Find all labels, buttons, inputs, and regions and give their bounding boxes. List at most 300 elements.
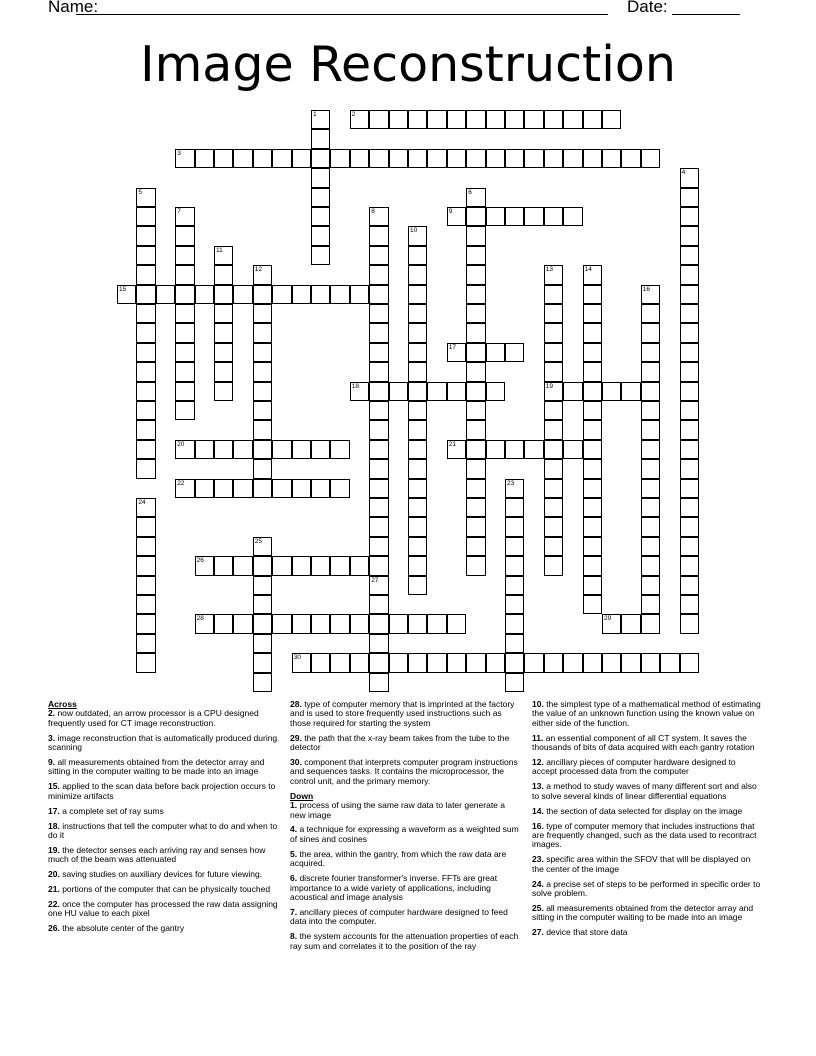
grid-cell[interactable] [175, 362, 194, 381]
grid-cell[interactable] [272, 614, 291, 633]
grid-cell[interactable] [641, 343, 660, 362]
grid-cell[interactable] [214, 265, 233, 284]
grid-cell[interactable] [408, 479, 427, 498]
grid-cell[interactable] [253, 149, 272, 168]
grid-cell[interactable] [369, 401, 388, 420]
grid-cell[interactable] [563, 440, 582, 459]
grid-cell[interactable] [292, 285, 311, 304]
grid-cell[interactable] [621, 614, 640, 633]
grid-cell[interactable] [136, 556, 155, 575]
grid-cell[interactable] [641, 149, 660, 168]
grid-cell[interactable] [466, 362, 485, 381]
grid-cell[interactable] [253, 479, 272, 498]
grid-cell[interactable] [214, 246, 233, 265]
grid-cell[interactable] [427, 614, 446, 633]
grid-cell[interactable] [292, 556, 311, 575]
grid-cell[interactable] [175, 265, 194, 284]
grid-cell[interactable] [369, 595, 388, 614]
grid-cell[interactable] [253, 420, 272, 439]
grid-cell[interactable] [369, 614, 388, 633]
grid-cell[interactable] [466, 285, 485, 304]
grid-cell[interactable] [233, 479, 252, 498]
grid-cell[interactable] [369, 576, 388, 595]
grid-cell[interactable] [408, 556, 427, 575]
grid-cell[interactable] [544, 556, 563, 575]
grid-cell[interactable] [505, 537, 524, 556]
grid-cell[interactable] [253, 556, 272, 575]
grid-cell[interactable] [330, 440, 349, 459]
grid-cell[interactable] [524, 653, 543, 672]
grid-cell[interactable] [136, 498, 155, 517]
grid-cell[interactable] [466, 382, 485, 401]
grid-cell[interactable] [544, 517, 563, 536]
grid-cell[interactable] [680, 207, 699, 226]
grid-cell[interactable] [408, 420, 427, 439]
grid-cell[interactable] [369, 537, 388, 556]
grid-cell[interactable] [408, 653, 427, 672]
grid-cell[interactable] [311, 149, 330, 168]
grid-cell[interactable] [466, 653, 485, 672]
grid-cell[interactable] [563, 149, 582, 168]
grid-cell[interactable] [195, 556, 214, 575]
grid-cell[interactable] [311, 246, 330, 265]
grid-cell[interactable] [447, 110, 466, 129]
grid-cell[interactable] [136, 382, 155, 401]
grid-cell[interactable] [583, 420, 602, 439]
grid-cell[interactable] [505, 498, 524, 517]
grid-cell[interactable] [680, 556, 699, 575]
grid-cell[interactable] [602, 382, 621, 401]
grid-cell[interactable] [389, 149, 408, 168]
grid-cell[interactable] [680, 188, 699, 207]
grid-cell[interactable] [233, 149, 252, 168]
grid-cell[interactable] [369, 285, 388, 304]
grid-cell[interactable] [466, 226, 485, 245]
grid-cell[interactable] [408, 440, 427, 459]
grid-cell[interactable] [641, 440, 660, 459]
grid-cell[interactable] [369, 517, 388, 536]
grid-cell[interactable] [253, 304, 272, 323]
grid-cell[interactable] [408, 614, 427, 633]
grid-cell[interactable] [136, 614, 155, 633]
grid-cell[interactable] [253, 634, 272, 653]
grid-cell[interactable] [680, 323, 699, 342]
grid-cell[interactable] [136, 537, 155, 556]
grid-cell[interactable] [680, 420, 699, 439]
grid-cell[interactable] [466, 265, 485, 284]
grid-cell[interactable] [136, 226, 155, 245]
grid-cell[interactable] [680, 653, 699, 672]
grid-cell[interactable] [544, 149, 563, 168]
grid-cell[interactable] [466, 459, 485, 478]
grid-cell[interactable] [447, 614, 466, 633]
grid-cell[interactable] [563, 110, 582, 129]
grid-cell[interactable] [195, 440, 214, 459]
grid-cell[interactable] [389, 110, 408, 129]
grid-cell[interactable] [330, 653, 349, 672]
grid-cell[interactable] [466, 517, 485, 536]
grid-cell[interactable] [389, 382, 408, 401]
grid-cell[interactable] [311, 207, 330, 226]
grid-cell[interactable] [466, 304, 485, 323]
grid-cell[interactable] [272, 285, 291, 304]
grid-cell[interactable] [136, 634, 155, 653]
grid-cell[interactable] [447, 440, 466, 459]
grid-cell[interactable] [680, 265, 699, 284]
grid-cell[interactable] [136, 285, 155, 304]
grid-cell[interactable] [175, 401, 194, 420]
grid-cell[interactable] [505, 479, 524, 498]
grid-cell[interactable] [408, 498, 427, 517]
grid-cell[interactable] [583, 362, 602, 381]
grid-cell[interactable] [272, 479, 291, 498]
grid-cell[interactable] [253, 595, 272, 614]
grid-cell[interactable] [583, 556, 602, 575]
grid-cell[interactable] [544, 362, 563, 381]
grid-cell[interactable] [369, 556, 388, 575]
grid-cell[interactable] [253, 653, 272, 672]
grid-cell[interactable] [680, 343, 699, 362]
grid-cell[interactable] [136, 343, 155, 362]
grid-cell[interactable] [214, 382, 233, 401]
grid-cell[interactable] [350, 653, 369, 672]
grid-cell[interactable] [369, 323, 388, 342]
grid-cell[interactable] [524, 110, 543, 129]
grid-cell[interactable] [486, 440, 505, 459]
grid-cell[interactable] [408, 110, 427, 129]
grid-cell[interactable] [583, 459, 602, 478]
grid-cell[interactable] [486, 149, 505, 168]
grid-cell[interactable] [175, 304, 194, 323]
grid-cell[interactable] [408, 246, 427, 265]
grid-cell[interactable] [641, 401, 660, 420]
grid-cell[interactable] [544, 459, 563, 478]
grid-cell[interactable] [505, 440, 524, 459]
grid-cell[interactable] [311, 226, 330, 245]
grid-cell[interactable] [680, 595, 699, 614]
grid-cell[interactable] [369, 479, 388, 498]
grid-cell[interactable] [369, 673, 388, 692]
grid-cell[interactable] [408, 576, 427, 595]
grid-cell[interactable] [466, 420, 485, 439]
grid-cell[interactable] [369, 382, 388, 401]
grid-cell[interactable] [175, 382, 194, 401]
grid-cell[interactable] [311, 110, 330, 129]
grid-cell[interactable] [641, 285, 660, 304]
grid-cell[interactable] [505, 673, 524, 692]
grid-cell[interactable] [583, 382, 602, 401]
grid-cell[interactable] [311, 556, 330, 575]
grid-cell[interactable] [563, 207, 582, 226]
grid-cell[interactable] [175, 343, 194, 362]
grid-cell[interactable] [505, 595, 524, 614]
grid-cell[interactable] [583, 149, 602, 168]
grid-cell[interactable] [136, 188, 155, 207]
grid-cell[interactable] [563, 653, 582, 672]
grid-cell[interactable] [466, 440, 485, 459]
grid-cell[interactable] [583, 653, 602, 672]
grid-cell[interactable] [272, 149, 291, 168]
grid-cell[interactable] [369, 440, 388, 459]
grid-cell[interactable] [583, 401, 602, 420]
grid-cell[interactable] [544, 382, 563, 401]
grid-cell[interactable] [583, 285, 602, 304]
grid-cell[interactable] [408, 343, 427, 362]
grid-cell[interactable] [195, 614, 214, 633]
grid-cell[interactable] [583, 479, 602, 498]
grid-cell[interactable] [660, 653, 679, 672]
grid-cell[interactable] [253, 382, 272, 401]
grid-cell[interactable] [602, 149, 621, 168]
grid-cell[interactable] [175, 285, 194, 304]
grid-cell[interactable] [330, 479, 349, 498]
grid-cell[interactable] [680, 401, 699, 420]
grid-cell[interactable] [214, 556, 233, 575]
grid-cell[interactable] [408, 537, 427, 556]
grid-cell[interactable] [427, 382, 446, 401]
grid-cell[interactable] [505, 653, 524, 672]
grid-cell[interactable] [680, 304, 699, 323]
grid-cell[interactable] [524, 149, 543, 168]
grid-cell[interactable] [524, 207, 543, 226]
grid-cell[interactable] [583, 440, 602, 459]
grid-cell[interactable] [330, 556, 349, 575]
grid-cell[interactable] [214, 343, 233, 362]
grid-cell[interactable] [621, 653, 640, 672]
grid-cell[interactable] [311, 479, 330, 498]
grid-cell[interactable] [544, 343, 563, 362]
grid-cell[interactable] [680, 517, 699, 536]
grid-cell[interactable] [680, 362, 699, 381]
grid-cell[interactable] [583, 265, 602, 284]
grid-cell[interactable] [311, 168, 330, 187]
grid-cell[interactable] [544, 304, 563, 323]
grid-cell[interactable] [214, 323, 233, 342]
grid-cell[interactable] [175, 479, 194, 498]
grid-cell[interactable] [447, 653, 466, 672]
grid-cell[interactable] [544, 440, 563, 459]
grid-cell[interactable] [311, 614, 330, 633]
grid-cell[interactable] [136, 420, 155, 439]
grid-cell[interactable] [369, 246, 388, 265]
grid-cell[interactable] [311, 440, 330, 459]
grid-cell[interactable] [408, 517, 427, 536]
grid-cell[interactable] [583, 343, 602, 362]
grid-cell[interactable] [233, 285, 252, 304]
grid-cell[interactable] [680, 498, 699, 517]
grid-cell[interactable] [466, 498, 485, 517]
grid-cell[interactable] [621, 149, 640, 168]
grid-cell[interactable] [253, 537, 272, 556]
grid-cell[interactable] [641, 362, 660, 381]
grid-cell[interactable] [272, 556, 291, 575]
grid-cell[interactable] [175, 323, 194, 342]
grid-cell[interactable] [408, 304, 427, 323]
grid-cell[interactable] [641, 576, 660, 595]
grid-cell[interactable] [369, 653, 388, 672]
grid-cell[interactable] [253, 362, 272, 381]
grid-cell[interactable] [253, 440, 272, 459]
grid-cell[interactable] [583, 323, 602, 342]
grid-cell[interactable] [408, 323, 427, 342]
grid-cell[interactable] [369, 149, 388, 168]
grid-cell[interactable] [292, 614, 311, 633]
grid-cell[interactable] [389, 614, 408, 633]
grid-cell[interactable] [505, 207, 524, 226]
grid-cell[interactable] [136, 653, 155, 672]
grid-cell[interactable] [505, 614, 524, 633]
grid-cell[interactable] [214, 362, 233, 381]
grid-cell[interactable] [505, 634, 524, 653]
grid-cell[interactable] [408, 285, 427, 304]
grid-cell[interactable] [447, 149, 466, 168]
grid-cell[interactable] [292, 440, 311, 459]
grid-cell[interactable] [369, 498, 388, 517]
grid-cell[interactable] [544, 653, 563, 672]
grid-cell[interactable] [369, 343, 388, 362]
grid-cell[interactable] [544, 401, 563, 420]
grid-cell[interactable] [544, 537, 563, 556]
grid-cell[interactable] [214, 614, 233, 633]
grid-cell[interactable] [680, 246, 699, 265]
grid-cell[interactable] [486, 382, 505, 401]
grid-cell[interactable] [408, 265, 427, 284]
grid-cell[interactable] [214, 440, 233, 459]
grid-cell[interactable] [602, 110, 621, 129]
grid-cell[interactable] [253, 401, 272, 420]
grid-cell[interactable] [408, 226, 427, 245]
grid-cell[interactable] [466, 401, 485, 420]
grid-cell[interactable] [680, 440, 699, 459]
grid-cell[interactable] [427, 653, 446, 672]
grid-cell[interactable] [214, 285, 233, 304]
grid-cell[interactable] [292, 149, 311, 168]
grid-cell[interactable] [272, 440, 291, 459]
grid-cell[interactable] [641, 420, 660, 439]
grid-cell[interactable] [563, 382, 582, 401]
grid-cell[interactable] [214, 479, 233, 498]
grid-cell[interactable] [680, 459, 699, 478]
grid-cell[interactable] [136, 459, 155, 478]
grid-cell[interactable] [408, 382, 427, 401]
grid-cell[interactable] [583, 576, 602, 595]
grid-cell[interactable] [369, 265, 388, 284]
grid-cell[interactable] [544, 207, 563, 226]
grid-cell[interactable] [447, 207, 466, 226]
grid-cell[interactable] [233, 556, 252, 575]
grid-cell[interactable] [175, 207, 194, 226]
grid-cell[interactable] [544, 323, 563, 342]
grid-cell[interactable] [175, 149, 194, 168]
grid-cell[interactable] [136, 440, 155, 459]
grid-cell[interactable] [641, 382, 660, 401]
grid-cell[interactable] [680, 479, 699, 498]
grid-cell[interactable] [641, 614, 660, 633]
grid-cell[interactable] [641, 595, 660, 614]
grid-cell[interactable] [544, 265, 563, 284]
grid-cell[interactable] [350, 382, 369, 401]
grid-cell[interactable] [253, 459, 272, 478]
grid-cell[interactable] [641, 537, 660, 556]
grid-cell[interactable] [486, 343, 505, 362]
grid-cell[interactable] [641, 517, 660, 536]
grid-cell[interactable] [641, 653, 660, 672]
grid-cell[interactable] [583, 304, 602, 323]
grid-cell[interactable] [427, 149, 446, 168]
grid-cell[interactable] [680, 614, 699, 633]
grid-cell[interactable] [486, 110, 505, 129]
grid-cell[interactable] [641, 304, 660, 323]
grid-cell[interactable] [214, 149, 233, 168]
grid-cell[interactable] [369, 207, 388, 226]
grid-cell[interactable] [136, 265, 155, 284]
grid-cell[interactable] [466, 479, 485, 498]
grid-cell[interactable] [641, 323, 660, 342]
grid-cell[interactable] [292, 653, 311, 672]
grid-cell[interactable] [253, 285, 272, 304]
grid-cell[interactable] [175, 246, 194, 265]
grid-cell[interactable] [641, 556, 660, 575]
grid-cell[interactable] [583, 595, 602, 614]
grid-cell[interactable] [466, 556, 485, 575]
grid-cell[interactable] [466, 110, 485, 129]
grid-cell[interactable] [350, 285, 369, 304]
grid-cell[interactable] [233, 440, 252, 459]
grid-cell[interactable] [330, 285, 349, 304]
grid-cell[interactable] [292, 479, 311, 498]
grid-cell[interactable] [466, 149, 485, 168]
grid-cell[interactable] [369, 634, 388, 653]
grid-cell[interactable] [583, 498, 602, 517]
grid-cell[interactable] [680, 285, 699, 304]
grid-cell[interactable] [253, 265, 272, 284]
grid-cell[interactable] [233, 614, 252, 633]
grid-cell[interactable] [136, 246, 155, 265]
grid-cell[interactable] [175, 440, 194, 459]
grid-cell[interactable] [408, 149, 427, 168]
grid-cell[interactable] [408, 401, 427, 420]
grid-cell[interactable] [369, 110, 388, 129]
grid-cell[interactable] [253, 614, 272, 633]
grid-cell[interactable] [466, 207, 485, 226]
grid-cell[interactable] [447, 382, 466, 401]
grid-cell[interactable] [486, 653, 505, 672]
grid-cell[interactable] [350, 149, 369, 168]
grid-cell[interactable] [175, 226, 194, 245]
grid-cell[interactable] [253, 576, 272, 595]
grid-cell[interactable] [330, 149, 349, 168]
grid-cell[interactable] [621, 382, 640, 401]
grid-cell[interactable] [641, 498, 660, 517]
grid-cell[interactable] [369, 362, 388, 381]
grid-cell[interactable] [253, 673, 272, 692]
grid-cell[interactable] [466, 246, 485, 265]
grid-cell[interactable] [466, 188, 485, 207]
grid-cell[interactable] [311, 129, 330, 148]
grid-cell[interactable] [447, 343, 466, 362]
grid-cell[interactable] [350, 556, 369, 575]
grid-cell[interactable] [195, 479, 214, 498]
grid-cell[interactable] [466, 343, 485, 362]
grid-cell[interactable] [136, 362, 155, 381]
grid-cell[interactable] [330, 614, 349, 633]
grid-cell[interactable] [136, 401, 155, 420]
grid-cell[interactable] [524, 440, 543, 459]
grid-cell[interactable] [136, 323, 155, 342]
grid-cell[interactable] [311, 653, 330, 672]
grid-cell[interactable] [505, 556, 524, 575]
grid-cell[interactable] [680, 168, 699, 187]
